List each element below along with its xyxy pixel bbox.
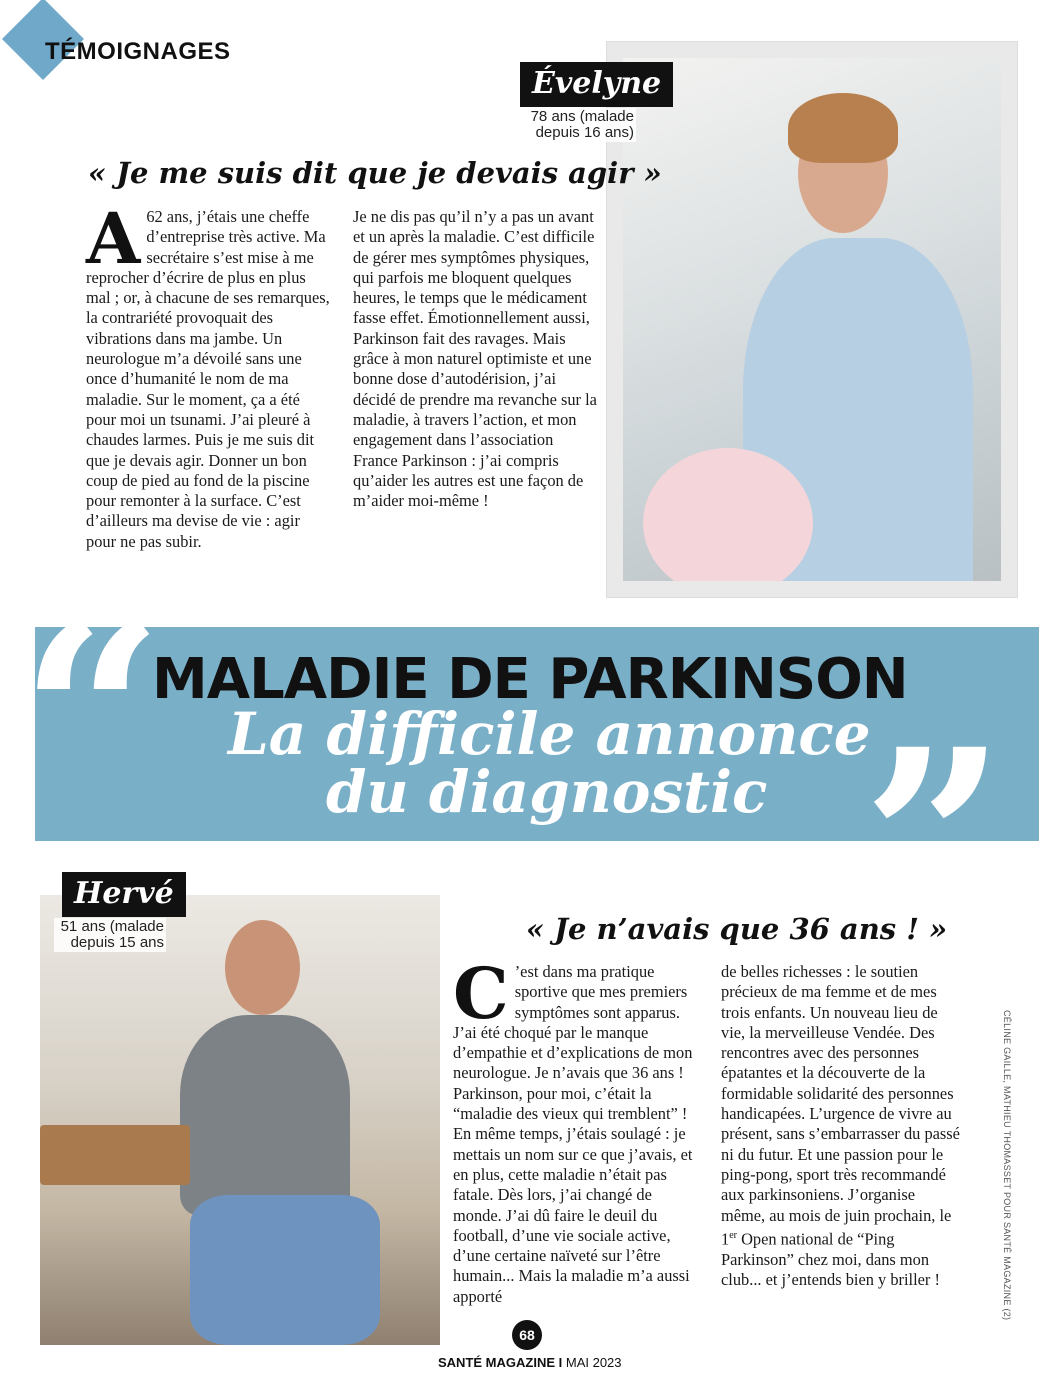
hair-icon xyxy=(788,93,898,163)
herve-name-label: Hervé xyxy=(62,872,186,917)
evelyne-age-line1: 78 ans (malade xyxy=(530,108,634,125)
evelyne-paragraph-1: 62 ans, j’étais une cheffe d’entreprise très active. Ma secrétaire s’est mise à me reprocher d’écrire de plus en plus mal ; or, à chacune de ses remarques, la contrariété provoquait des vibrations dans ma jambe. Un neurologue m’a dévoilé sans une once d’humanité le nom de ma maladie. Sur le moment, ça a été pour moi un tsunami. J’ai pleuré à chaudes larmes. Puis je me suis dit que je devais agir. Donner un bon coup de pied au fond de la piscine pour remonter à la surface. C’est d’ailleurs ma devise de vie : agir pour ne pas subir. xyxy=(86,207,330,551)
photo-credit: CÉLINE GAILLE, MATHIEU THOMASSET POUR SANTÉ MAGAZINE (2) xyxy=(1002,1010,1012,1321)
evelyne-text-column-1 xyxy=(86,197,334,552)
close-quote-icon: ” xyxy=(862,694,1006,988)
jeans-icon xyxy=(190,1195,380,1345)
table-icon xyxy=(40,1125,190,1185)
evelyne-age xyxy=(522,108,636,142)
herve-paragraph-2-part2: Open national de “Ping Parkinson” chez moi, dans mon club... et j’entends bien y briller ! xyxy=(721,1229,940,1289)
evelyne-paragraph-2: Je ne dis pas qu’il n’y a pas un avant et un après la maladie. C’est difficile de gérer mes symptômes physiques, qui parfois me bloquent quelques heures, le temps que le médicament fasse effet. Émotionnellement aussi, Parkinson fait des ravages. Mais grâce à mon naturel optimiste et une bonne dose d’autodérision, j’ai décidé de prendre ma revanche sur la maladie, à travers l’action, et mon engagement dans l’association France Parkinson : j’ai compris qu’aider les autres est une façon de m’aider moi-même ! xyxy=(353,207,597,511)
herve-ordinal: 1 xyxy=(721,1229,730,1249)
open-quote-icon: “ xyxy=(20,568,164,862)
footer xyxy=(438,1355,622,1370)
herve-text-column-1 xyxy=(453,952,703,1307)
footer-separator: I xyxy=(558,1355,563,1370)
herve-photo xyxy=(40,895,440,1345)
evelyne-photo xyxy=(607,42,1017,597)
footer-issue: MAI 2023 xyxy=(565,1355,622,1370)
herve-age-line1: 51 ans (malade xyxy=(60,918,164,935)
page-number: 68 xyxy=(512,1320,542,1350)
herve-ordinal-suffix: er xyxy=(729,1229,737,1241)
person-body-icon xyxy=(180,1015,350,1215)
person-head-icon xyxy=(225,920,300,1015)
footer-magazine: SANTÉ MAGAZINE xyxy=(438,1355,555,1370)
evelyne-name-label: Évelyne xyxy=(520,62,673,107)
herve-age-line2: depuis 15 ans xyxy=(70,934,164,951)
herve-paragraph-2 xyxy=(721,962,961,1290)
herve-quote: « Je n’avais que 36 ans ! » xyxy=(526,912,948,946)
evelyne-quote: « Je me suis dit que je devais agir » xyxy=(88,156,662,190)
herve-age xyxy=(54,918,166,952)
evelyne-dropcap: A xyxy=(86,197,141,280)
herve-dropcap: C xyxy=(453,952,509,1035)
section-tag: TÉMOIGNAGES xyxy=(45,38,231,65)
herve-paragraph-1: ’est dans ma pratique sportive que mes premiers symptômes sont apparus. J’ai été choqué par le manque d’empathie et d’explications de mon neurologue. Je n’avais que 36 ans ! Parkinson, pour moi, c’était la “maladie des vieux qui tremblent” ! En même temps, j’étais soulagé : je mettais un nom sur ce que j’avais, et en plus, cette maladie n’était pas fatale. Dès lors, j’ai changé de monde. J’ai dû faire le deuil du football, d’une vie sociale active, d’une certaine naïveté sur l’être humain... Mais la maladie m’a aussi apporté xyxy=(453,962,693,1306)
evelyne-photo-image xyxy=(623,58,1001,581)
herve-text-column-2 xyxy=(721,962,961,1290)
evelyne-text-column-2 xyxy=(353,207,598,511)
headline-subtitle-line1: La difficile annonce xyxy=(228,700,871,768)
evelyne-age-line2: depuis 16 ans) xyxy=(535,124,634,141)
headline-subtitle-line2: du diagnostic xyxy=(326,758,768,826)
headline-title: MALADIE DE PARKINSON xyxy=(152,647,908,712)
herve-paragraph-2-part1: de belles richesses : le soutien précieux de ma femme et de mes trois enfants. Un nouveau lieu de vie, la merveilleuse Vendée. Des rencontres avec des personnes épatantes et la découverte de la formidable solidarité des personnes handicapées. L’urgence de vivre au présent, sans s’embarrasser du passé ni du futur. Et une passion pour le ping-pong, sport très recommandé aux parkinsoniens. J’organise même, au mois de juin prochain, le xyxy=(721,962,960,1225)
